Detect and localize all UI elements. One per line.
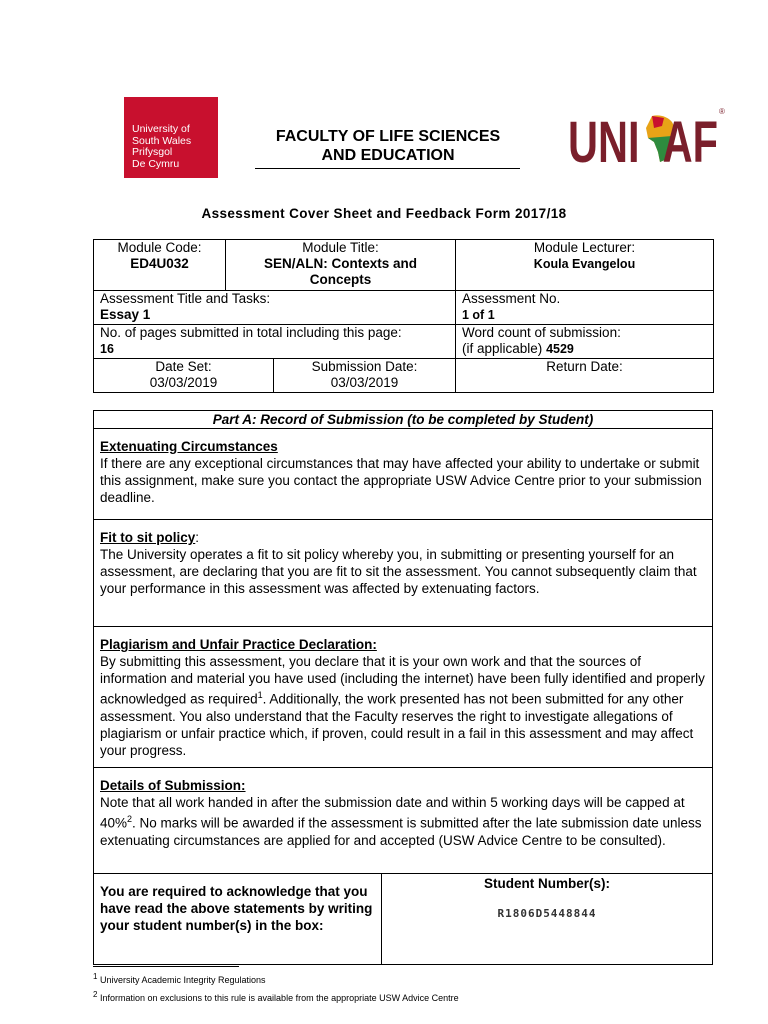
word-count-label: Word count of submission: bbox=[462, 325, 621, 340]
date-set-value: 03/03/2019 bbox=[149, 375, 218, 390]
fit-to-sit-colon: : bbox=[195, 530, 200, 545]
unicaf-logo bbox=[568, 104, 728, 170]
date-set-label: Date Set: bbox=[155, 359, 212, 374]
unicaf-text: UNI AF bbox=[568, 110, 718, 170]
module-code-label: Module Code: bbox=[117, 240, 202, 255]
return-date-label: Return Date: bbox=[546, 359, 623, 374]
fit-to-sit-title: Fit to sit policy bbox=[100, 530, 196, 545]
usw-logo-line: De Cymru bbox=[132, 157, 180, 170]
word-count-note: (if applicable) bbox=[462, 341, 543, 356]
details-title: Details of Submission: bbox=[100, 778, 246, 793]
module-code-value: ED4U032 bbox=[130, 256, 189, 271]
faculty-line-1: FACULTY OF LIFE SCIENCES bbox=[275, 128, 501, 145]
assessment-no-label: Assessment No. bbox=[462, 291, 561, 306]
faculty-underline bbox=[255, 168, 520, 169]
extenuating-section bbox=[94, 429, 712, 520]
fit-to-sit-body: The University operates a fit to sit policy whereby you, in submitting or presenting yourself for an assessment, are declaring that you are fit to sit the assessment. You cannot subsequently claim that your performance in this assessment was affected by extenuating factors. bbox=[100, 547, 697, 596]
usw-logo-line: University of bbox=[132, 123, 190, 135]
module-title-cell bbox=[226, 240, 456, 291]
details-body-text-2: . No marks will be awarded if the assessment is submitted after the late submission date unless extenuating circumstances are applied for and accepted (USW Advice Centre to be consulted). bbox=[100, 815, 702, 848]
acknowledgement-row bbox=[94, 874, 712, 964]
submission-date-value: 03/03/2019 bbox=[330, 375, 399, 390]
registered-mark: ® bbox=[719, 107, 725, 116]
date-set-cell bbox=[94, 359, 274, 393]
footnote-1-text: University Academic Integrity Regulations bbox=[99, 975, 266, 985]
return-date-cell bbox=[456, 359, 714, 393]
fit-to-sit-section bbox=[94, 520, 712, 627]
pages-label: No. of pages submitted in total including this page: bbox=[100, 325, 402, 340]
word-count-value: 4529 bbox=[546, 342, 574, 356]
acknowledgement-text: You are required to acknowledge that you have read the above statements by writing your student number(s) in the box: bbox=[94, 874, 382, 964]
footnote-2-text: Information on exclusions to this rule is available from the appropriate USW Advice Centre bbox=[99, 993, 459, 1003]
module-title-label: Module Title: bbox=[302, 240, 379, 255]
module-lecturer-value: Koula Evangelou bbox=[533, 257, 636, 271]
details-body-text: Note that all work handed in after the submission date and within 5 working days will be capped at 40% bbox=[100, 795, 685, 831]
student-number-box[interactable] bbox=[382, 874, 712, 964]
faculty-heading bbox=[250, 127, 526, 165]
plagiarism-section bbox=[94, 627, 712, 768]
part-a-heading: Part A: Record of Submission (to be completed by Student) bbox=[94, 411, 712, 429]
module-code-cell bbox=[94, 240, 226, 291]
footnote-1 bbox=[93, 972, 266, 985]
assessment-title-cell bbox=[94, 291, 456, 325]
usw-logo bbox=[124, 97, 218, 178]
module-lecturer-cell bbox=[456, 240, 714, 291]
usw-logo-line: South Wales bbox=[132, 134, 192, 147]
faculty-line-2: AND EDUCATION bbox=[321, 147, 455, 164]
part-a-section bbox=[93, 410, 713, 965]
submission-date-label: Submission Date: bbox=[311, 359, 418, 374]
submission-date-cell bbox=[274, 359, 456, 393]
module-title-value: SEN/ALN: Contexts and Concepts bbox=[263, 256, 417, 287]
details-section bbox=[94, 768, 712, 874]
assessment-title-value: Essay 1 bbox=[100, 307, 151, 322]
footnote-2-number: 2 bbox=[93, 990, 98, 999]
footnote-2 bbox=[93, 990, 459, 1003]
pages-cell bbox=[94, 325, 456, 359]
document-title: Assessment Cover Sheet and Feedback Form 2017/18 bbox=[201, 206, 567, 221]
assessment-no-value: 1 of 1 bbox=[462, 308, 495, 322]
plagiarism-body-text-2: . Additionally, the work presented has not been submitted for any other assessment. You also understand that the Faculty reserves the right to investigate allegations of plagiarism or unfair practice which, if proven, could result in a fail in this assessment and may affect your progress. bbox=[100, 691, 694, 758]
extenuating-body: If there are any exceptional circumstances that may have affected your ability to undertake or submit this assignment, make sure you contact the appropriate USW Advice Centre prior to your submission deadline. bbox=[100, 456, 702, 505]
assessment-no-cell bbox=[456, 291, 714, 325]
student-number-label: Student Number(s): bbox=[484, 876, 610, 891]
usw-logo-line: Prifysgol bbox=[132, 146, 173, 158]
module-info-table bbox=[93, 239, 714, 393]
word-count-cell bbox=[456, 325, 714, 359]
footnote-ref-2: 2 bbox=[127, 814, 133, 824]
plagiarism-body bbox=[100, 653, 706, 759]
footnote-1-number: 1 bbox=[93, 972, 98, 981]
module-lecturer-label: Module Lecturer: bbox=[533, 240, 636, 255]
extenuating-title: Extenuating Circumstances bbox=[100, 439, 278, 454]
student-number-value[interactable]: R1806D5448844 bbox=[497, 907, 597, 920]
assessment-title-label: Assessment Title and Tasks: bbox=[100, 291, 271, 306]
details-body bbox=[100, 794, 706, 849]
footnote-ref-1: 1 bbox=[257, 690, 263, 700]
pages-value: 16 bbox=[100, 342, 114, 356]
plagiarism-body-text: By submitting this assessment, you declare that it is your own work and that the sources of information and material you have used (including the internet) have been fully identified and properly acknowledged as required bbox=[100, 654, 705, 707]
footnote-divider bbox=[93, 966, 239, 967]
plagiarism-title: Plagiarism and Unfair Practice Declaration: bbox=[100, 637, 377, 652]
